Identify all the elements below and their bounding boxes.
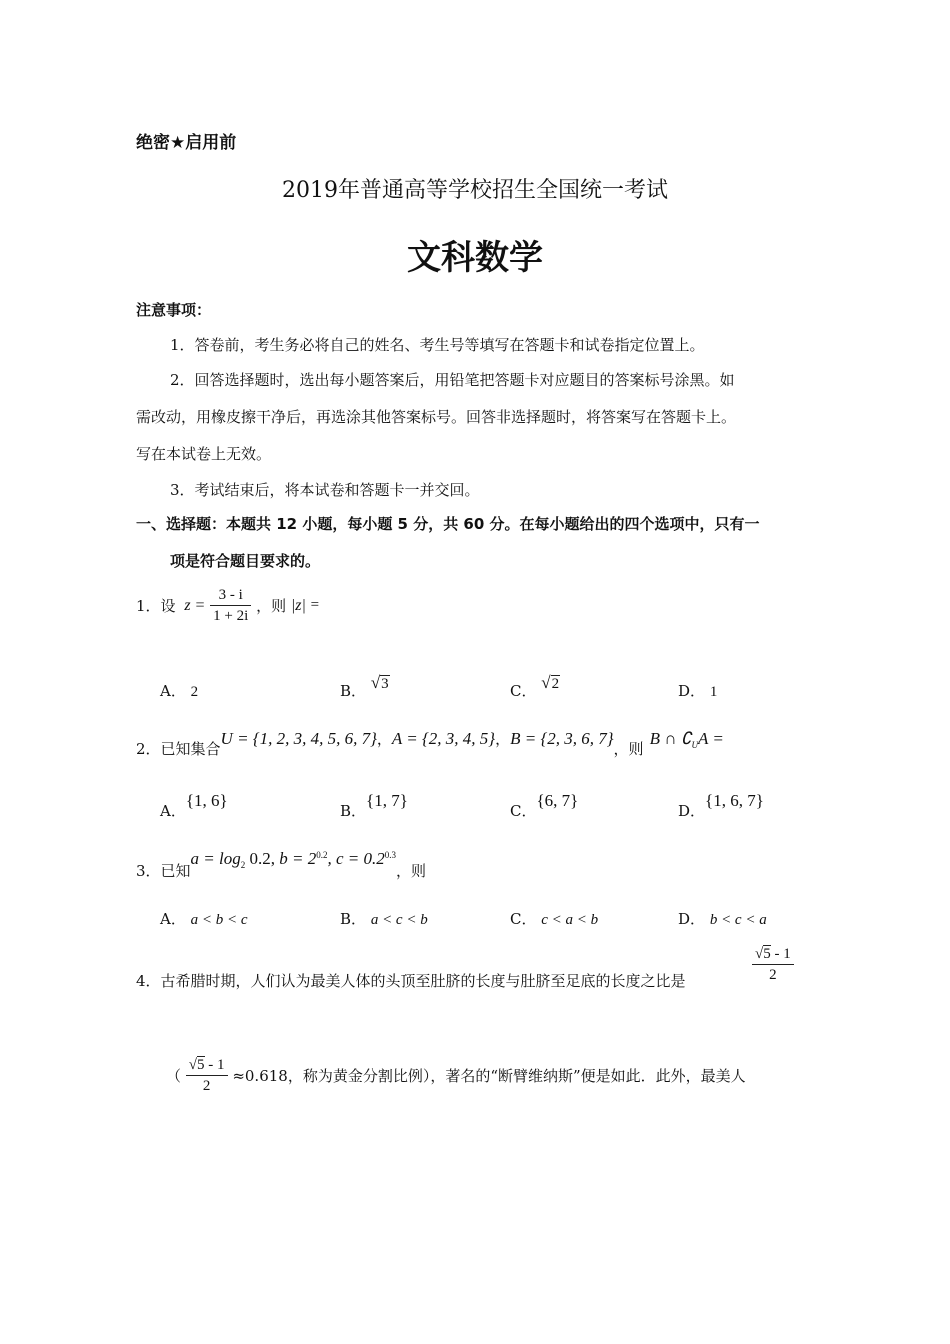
option-value: {1, 7} (366, 791, 408, 810)
notice-item-3: 3．考试结束后，将本试卷和答题卡一并交回。 (170, 481, 480, 499)
q2-prefix: 2．已知集合 (136, 740, 221, 758)
q2-complement-sub: U (691, 740, 699, 750)
option-label: A． (160, 910, 186, 928)
radicand: 3 (381, 676, 389, 692)
subject-title: 文科数学 (407, 238, 543, 278)
golden-ratio-fraction (752, 944, 794, 985)
q1-option-d[interactable] (678, 680, 717, 701)
q2-option-d[interactable] (678, 790, 764, 820)
q3-option-d[interactable] (678, 908, 767, 929)
q1-eq: = (310, 597, 320, 613)
notice-item-2-line3: 写在本试卷上无效。 (136, 445, 272, 463)
q1-option-b[interactable] (340, 672, 390, 700)
option-value: {6, 7} (536, 791, 579, 810)
question-2 (136, 728, 724, 758)
q3-option-c[interactable] (510, 908, 598, 929)
q1-mid: ，则 (256, 597, 287, 615)
q3-b-exp: 0.2 (316, 850, 328, 860)
question-1 (136, 585, 319, 626)
exam-title: 2019年普通高等学校招生全国统一考试 (282, 178, 668, 203)
option-label: C． (510, 682, 537, 700)
q2-expr: B ∩ ∁ (649, 729, 692, 748)
option-value: {1, 6, 7} (705, 791, 764, 810)
q4-line2-tail: ≈0.618，称为黄金分割比例），著名的“断臂维纳斯”便是如此．此外，最美人 (232, 1067, 746, 1085)
option-value: c < a < b (541, 912, 599, 928)
option-label: B． (340, 682, 367, 700)
q3-option-a[interactable] (160, 908, 248, 929)
option-label: C． (510, 802, 537, 820)
q3-a-part: a = log (190, 849, 241, 868)
option-value: {1, 6} (185, 791, 228, 810)
q2-set-a: A = {2, 3, 4, 5} (391, 729, 496, 748)
option-value: b < c < a (709, 912, 767, 928)
q1-prefix: 1．设 (136, 597, 176, 615)
sqrt-3: √3 (370, 673, 389, 692)
option-label: C． (510, 910, 537, 928)
numerator-tail: - 1 (770, 946, 791, 962)
secret-label: 绝密★启用前 (136, 133, 237, 153)
q1-option-a[interactable] (160, 680, 198, 701)
q1-fraction (210, 585, 251, 626)
option-label: D． (678, 910, 706, 928)
option-value: 2 (190, 684, 199, 700)
q3-c-exp: 0.3 (384, 850, 397, 860)
section1-line2: 项是符合题目要求的。 (170, 552, 321, 570)
q2-option-a[interactable] (160, 790, 228, 820)
section1-line1: 一、选择题：本题共 12 小题，每小题 5 分，共 60 分。在每小题给出的四个选项中，只有一 (136, 515, 760, 533)
notice-heading: 注意事项： (136, 301, 212, 319)
q1-option-c[interactable] (510, 672, 560, 700)
question-3 (136, 848, 427, 880)
q2-set-u: U = {1, 2, 3, 4, 5, 6, 7} (220, 729, 377, 748)
sqrt-2: √2 (541, 673, 560, 692)
notice-item-2-line2: 需改动，用橡皮擦干净后，再选涂其他答案标号。回答非选择题时，将答案写在答题卡上。 (136, 408, 737, 426)
q2-option-b[interactable] (340, 790, 408, 820)
q2-set-b: B = {2, 3, 6, 7} (510, 729, 614, 748)
q1-numerator: 3 - i (210, 585, 251, 606)
radicand: 5 (197, 1057, 205, 1073)
q2-sep1: ， (376, 730, 392, 748)
option-label: D． (678, 682, 706, 700)
golden-ratio-numerator-2: √5 - 1 (186, 1055, 228, 1076)
q2-expr-end: A = (698, 729, 724, 748)
golden-ratio-denominator-2: 2 (202, 1078, 211, 1094)
q4-golden-fraction (752, 944, 794, 985)
q4-paren-open: （ (166, 1067, 182, 1085)
option-label: A． (160, 802, 186, 820)
question-4-line1: 4．古希腊时期，人们认为最美人体的头顶至肚脐的长度与肚脐至足底的长度之比是 (136, 972, 686, 990)
golden-ratio-fraction-2 (186, 1055, 228, 1096)
q1-lhs: z = (184, 596, 206, 614)
radicand: 2 (551, 676, 560, 692)
q3-b-part: b = 2 (279, 849, 317, 868)
option-label: B． (340, 910, 367, 928)
q2-option-c[interactable] (510, 790, 579, 820)
question-4-line2 (166, 1055, 746, 1096)
notice-item-1: 1．答卷前，考生务必将自己的姓名、考生号等填写在答题卡和试卷指定位置上。 (170, 336, 705, 354)
golden-ratio-numerator: √5 - 1 (752, 944, 794, 965)
option-value: a < b < c (190, 912, 248, 928)
option-label: B． (340, 802, 367, 820)
option-value: 1 (709, 684, 718, 700)
radicand: 5 (763, 946, 771, 962)
option-value: a < c < b (370, 912, 428, 928)
q3-a-base: 2 (240, 860, 246, 870)
option-label: A． (160, 682, 186, 700)
q3-option-b[interactable] (340, 908, 428, 929)
notice-item-2-line1: 2．回答选择题时，选出每小题答案后，用铅笔把答题卡对应题目的答案标号涂黑。如 (170, 371, 735, 389)
option-label: D． (678, 802, 706, 820)
q1-abs: |z| (290, 596, 306, 614)
q3-prefix: 3．已知 (136, 862, 191, 880)
q1-denominator: 1 + 2i (213, 608, 249, 624)
q3-c-part: , c = 0.2 (327, 849, 385, 868)
golden-ratio-denominator: 2 (769, 967, 777, 983)
q3-suffix: ，则 (396, 862, 427, 880)
q2-mid: ，则 (613, 740, 644, 758)
q3-a-arg: 0.2, (245, 849, 280, 868)
q2-sep2: ， (495, 730, 511, 748)
numerator-tail: - 1 (204, 1057, 225, 1073)
